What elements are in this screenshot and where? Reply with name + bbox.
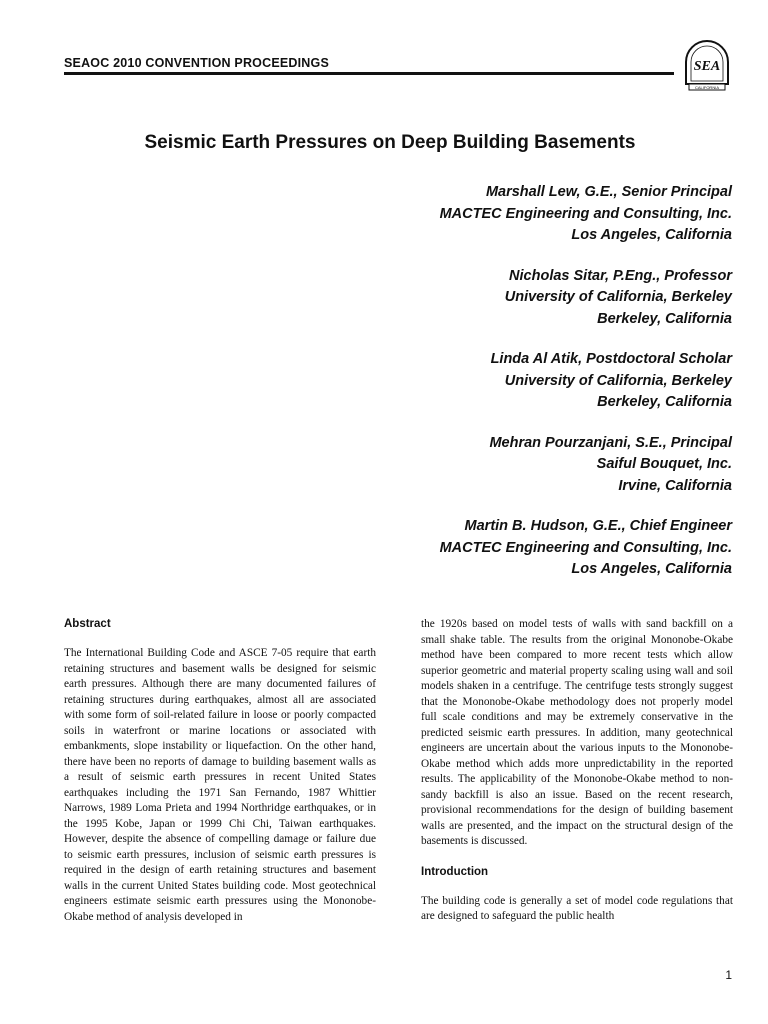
- abstract-text: The International Building Code and ASCE 7-05 require that earth retaining structures and basement walls be designed for seismic earth pressures. Although there are many documented failures of retaining structures during earthquakes, almost all are associated with some form of soil-related failure in loose or poorly compacted soils in waterfront or marine locations or associated with embankments, slope instability or liquefaction. On the other hand, there have been no reports of damage to building basement walls as a result of seismic earth pressures in recent United States earthquakes including the 1971 San Fernando, 1987 Whittier Narrows, 1989 Loma Prieta and 1994 Northridge earthquakes, or in the 1995 Kobe, Japan or 1999 Chi Chi, Taiwan earthquakes. However, despite the absence of compelling damage or failure due to seismic earth pressures, inclusion of seismic earth pressures is required in the design of earth retaining structures and basement walls in the current United States building code. Most geotechnical engineers estimate seismic earth pressures using the Mononobe-Okabe method of analysis developed in: [64, 647, 376, 923]
- author-affiliation: University of California, Berkeley: [504, 289, 732, 305]
- logo-subtext: CALIFORNIA: [694, 85, 720, 90]
- author-name: Mehran Pourzanjani, S.E., Principal: [489, 434, 732, 451]
- author-3: [440, 349, 732, 414]
- left-column: [64, 617, 376, 940]
- author-affiliation: MACTEC Engineering and Consulting, Inc.: [439, 539, 732, 556]
- author-name: Linda Al Atik, Postdoctoral Scholar: [490, 351, 732, 367]
- abstract-heading: Abstract: [64, 618, 111, 630]
- page-number: 1: [725, 968, 732, 982]
- introduction-heading: Introduction: [421, 865, 489, 878]
- author-location: Los Angeles, California: [571, 227, 732, 243]
- author-location: Irvine, California: [618, 477, 732, 494]
- paper-title: Seismic Earth Pressures on Deep Building Basements: [144, 132, 636, 153]
- abstract-continuation: the 1920s based on model tests of walls with sand backfill on a small shake table. The results from the original Mononobe-Okabe method have been compared to more recent tests which allow superior geometric and material property scaling using wall and soil models shaken in a centrifuge. The centrifuge tests strongly suggest that the Mononobe-Okabe methodology does not properly model full scale conditions and may be extremely conservative in the predicted seismic earth pressures. In addition, many geotechnical engineers are uncertain about the various inputs to the Mononobe-Okabe method which adds more unpredictability in the reported results. The applicability of the Mononobe-Okabe method to non-sandy backfill is also an issue. Based on the recent research, provisional recommendations for the design of building basement walls are presented, and the impact on the structural design of the basements is discussed.: [421, 618, 733, 847]
- author-location: Los Angeles, California: [571, 561, 732, 577]
- author-affiliation: Saiful Bouquet, Inc.: [596, 456, 732, 472]
- author-name: Marshall Lew, G.E., Senior Principal: [485, 184, 732, 200]
- author-4: [440, 433, 732, 498]
- running-header: SEAOC 2010 CONVENTION PROCEEDINGS: [64, 56, 329, 70]
- logo-text: SEA: [693, 59, 721, 74]
- introduction-text: The building code is generally a set of model code regulations that are designed to safeguard the public health: [421, 894, 733, 922]
- author-name: Nicholas Sitar, P.Eng., Professor: [509, 267, 732, 284]
- author-location: Berkeley, California: [597, 310, 732, 327]
- author-location: Berkeley, California: [597, 394, 732, 410]
- seaoc-logo: [682, 36, 732, 92]
- author-block: [440, 182, 732, 600]
- author-affiliation: University of California, Berkeley: [504, 372, 732, 389]
- author-5: [440, 516, 732, 581]
- author-affiliation: MACTEC Engineering and Consulting, Inc.: [439, 205, 732, 222]
- header-rule: [64, 72, 674, 75]
- author-1: [440, 182, 732, 247]
- right-column: [421, 617, 733, 940]
- author-name: Martin B. Hudson, G.E., Chief Engineer: [464, 518, 732, 534]
- author-2: [440, 266, 732, 331]
